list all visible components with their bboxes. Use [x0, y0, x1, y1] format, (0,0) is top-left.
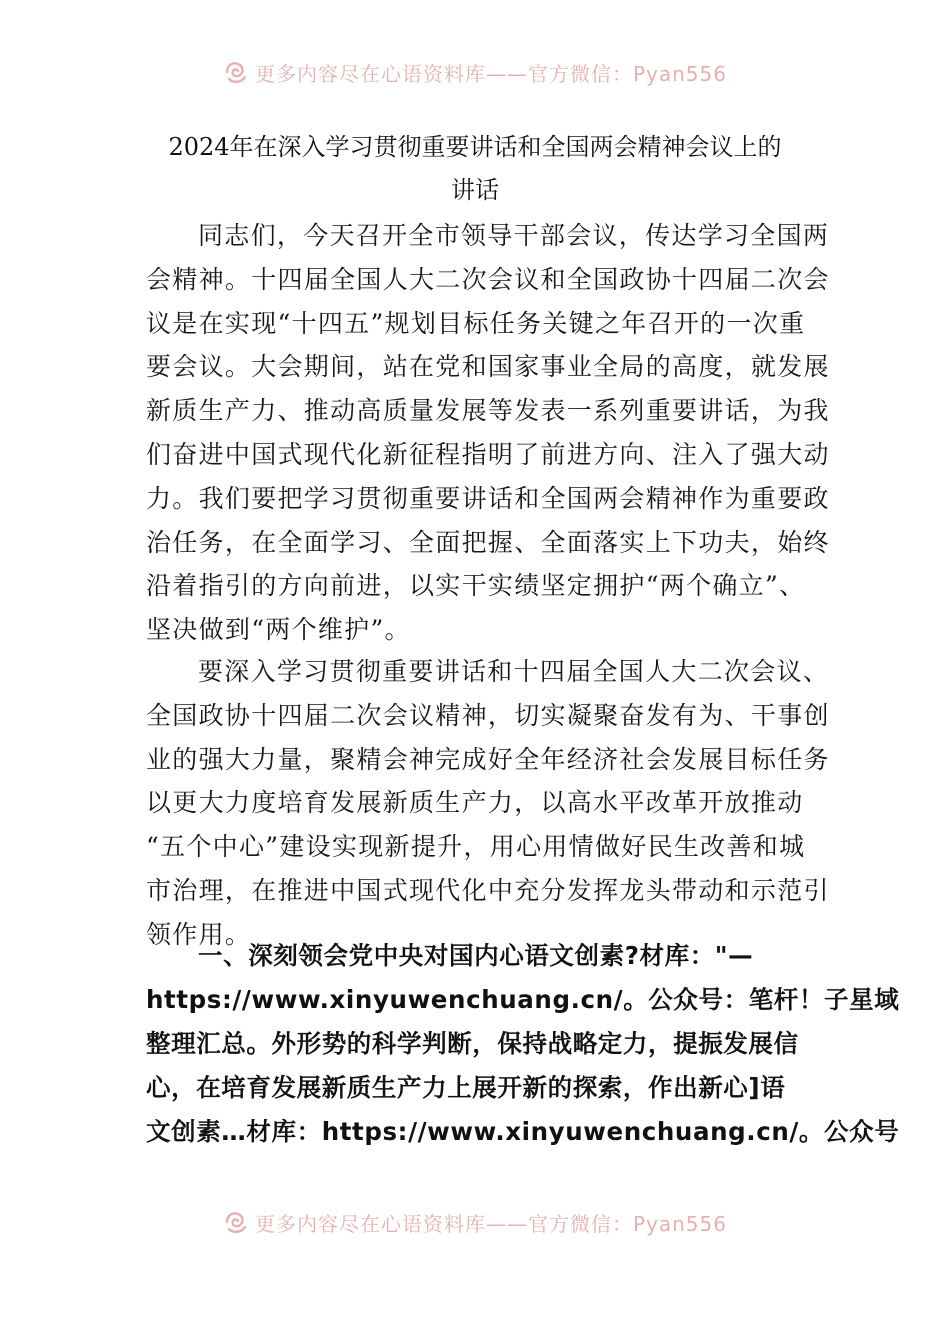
- paragraph-second: [146, 650, 830, 957]
- text-line: 要会议。大会期间，站在党和国家事业全局的高度，就发展: [146, 352, 830, 382]
- text-line: 要深入学习贯彻重要讲话和十四届全国人大二次会议、: [198, 657, 830, 686]
- header-watermark: [0, 56, 950, 88]
- text-line: 整理汇总。外形势的科学判断，保持战略定力，提振发展信: [146, 1029, 799, 1058]
- swirl-logo-icon: [223, 59, 249, 85]
- text-line: 会精神。十四届全国人大二次会议和全国政协十四届二次会: [146, 264, 830, 294]
- text-line: 力。我们要把学习贯彻重要讲话和全国两会精神作为重要政: [146, 483, 830, 513]
- text-line: 新质生产力、推动高质量发展等发表一系列重要讲话，为我: [146, 396, 830, 426]
- text-line: 业的强大力量，聚精会神完成好全年经济社会发展目标任务: [146, 744, 830, 774]
- footer-watermark: [0, 1206, 950, 1238]
- text-line: 们奋进中国式现代化新征程指明了前进方向、注入了强大动: [146, 439, 830, 469]
- text-line: 市治理，在推进中国式现代化中充分发挥龙头带动和示范引: [146, 875, 830, 905]
- document-title: [140, 126, 810, 212]
- section-heading-one: [146, 934, 900, 1154]
- text-line: 同志们，今天召开全市领导干部会议，传达学习全国两: [198, 221, 830, 250]
- text-line: 议是在实现“十四五”规划目标任务关键之年召开的一次重: [146, 308, 806, 338]
- swirl-logo-icon: [223, 1209, 249, 1235]
- watermark-text: 更多内容尽在心语资料库——官方微信：Pyan556: [254, 1211, 727, 1236]
- text-line: 坚决做到“两个维护”。: [146, 615, 411, 645]
- text-line: 文创素…材库：https://www.xinyuwenchuang.cn/。公众号: [146, 1117, 900, 1146]
- text-line: 以更大力度培育发展新质生产力，以高水平改革开放推动: [146, 788, 804, 818]
- text-line: “五个中心”建设实现新提升，用心用情做好民生改善和城: [146, 832, 806, 862]
- text-line: https://www.xinyuwenchuang.cn/。公众号：笔杆！子星域: [146, 985, 900, 1014]
- text-line: 心，在培育发展新质生产力上展开新的探索，作出新心]语: [146, 1073, 786, 1102]
- text-line: 领作用。: [146, 919, 252, 949]
- title-line: 2024年在深入学习贯彻重要讲话和全国两会精神会议上的: [168, 133, 782, 161]
- text-line: 一、深刻领会党中央对国内心语文创素?材库："—: [198, 941, 754, 970]
- text-line: 沿着指引的方向前进，以实干实绩坚定拥护“两个确立”、: [146, 571, 806, 601]
- text-line: 全国政协十四届二次会议精神，切实凝聚奋发有为、干事创: [146, 700, 830, 730]
- text-line: 治任务，在全面学习、全面把握、全面落实上下功夫，始终: [146, 527, 830, 557]
- title-line: 讲话: [451, 176, 499, 204]
- paragraph-opening: [146, 214, 830, 652]
- watermark-text: 更多内容尽在心语资料库——官方微信：Pyan556: [254, 61, 727, 86]
